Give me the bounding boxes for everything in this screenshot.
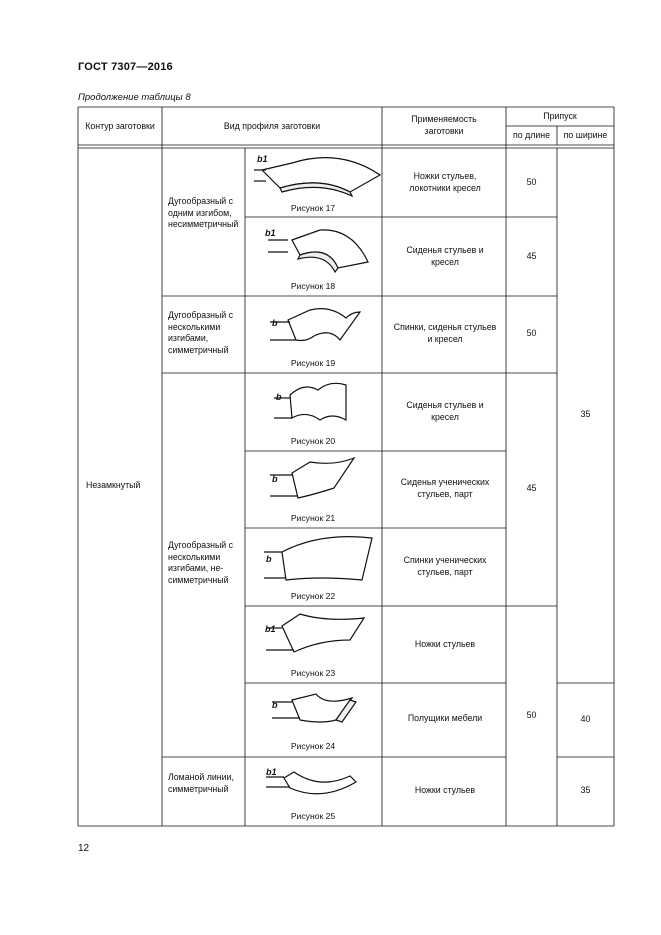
table-continuation-caption: Продолжение таблицы 8: [78, 92, 191, 103]
by-width-1: 35: [580, 409, 591, 419]
by-length-2: 45: [526, 251, 537, 261]
dim-label-21: b: [272, 474, 278, 484]
applicability-19: Спинки, сиденья стульев и кресел: [393, 322, 497, 344]
by-length-1: 50: [526, 177, 537, 187]
profile-group-4: Ломаной линии, симметричный: [168, 772, 234, 794]
applicability-25: Ножки стульев: [414, 785, 476, 795]
header-profile: Вид профиля заготовки: [223, 121, 321, 131]
header-by-length: по длине: [512, 130, 551, 140]
dim-label-23: b1: [265, 624, 276, 634]
figure-caption-24: Рисунок 24: [290, 741, 336, 751]
applicability-24: Полущики мебели: [407, 713, 483, 723]
profile-group-2: Дугообразный с несколькими изгибами, симметричный: [168, 310, 234, 355]
dim-label-20: b: [276, 392, 282, 402]
header-applicability: Применяемость заготовки: [411, 114, 477, 136]
figure-caption-18: Рисунок 18: [290, 281, 336, 291]
by-width-3: 35: [580, 785, 591, 795]
figure-caption-20: Рисунок 20: [290, 436, 336, 446]
figure-caption-22: Рисунок 22: [290, 591, 336, 601]
figure-caption-19: Рисунок 19: [290, 358, 336, 368]
by-length-3: 50: [526, 328, 537, 338]
figure-caption-21: Рисунок 21: [290, 513, 336, 523]
by-length-5: 50: [526, 710, 537, 720]
page-number: 12: [78, 843, 90, 854]
dim-label-22: b: [266, 554, 272, 564]
figure-caption-25: Рисунок 25: [290, 811, 336, 821]
by-width-2: 40: [580, 714, 591, 724]
header-allowance: Припуск: [543, 111, 577, 121]
dim-label-18: b1: [265, 228, 276, 238]
applicability-20: Сиденья стульев и кресел: [406, 400, 484, 422]
header-by-width: по ширине: [563, 130, 608, 140]
dim-label-25: b1: [266, 767, 277, 777]
profile-group-3: Дугообразный с несколькими изгибами, несимметричный: [168, 540, 234, 585]
dim-label-17: b1: [257, 154, 268, 164]
applicability-18: Сиденья стульев и кресел: [406, 245, 484, 267]
applicability-17: Ножки стульев, локотники кресел: [409, 171, 481, 193]
contour-type: Незамкнутый: [86, 480, 141, 490]
document-title: ГОСТ 7307—2016: [78, 61, 173, 73]
by-length-4: 45: [526, 483, 537, 493]
dim-label-24: b: [272, 700, 278, 710]
figure-caption-23: Рисунок 23: [290, 668, 336, 678]
applicability-23: Ножки стульев: [414, 639, 476, 649]
applicability-21: Сиденья ученических стульев, парт: [400, 477, 490, 499]
figure-caption-17: Рисунок 17: [290, 203, 336, 213]
profile-group-1: Дугообразный с одним изгибом, несимметричный: [168, 196, 239, 229]
dim-label-19: b: [272, 318, 278, 328]
header-contour: Контур заготовки: [85, 121, 155, 131]
applicability-22: Спинки ученических стульев, парт: [403, 555, 487, 577]
